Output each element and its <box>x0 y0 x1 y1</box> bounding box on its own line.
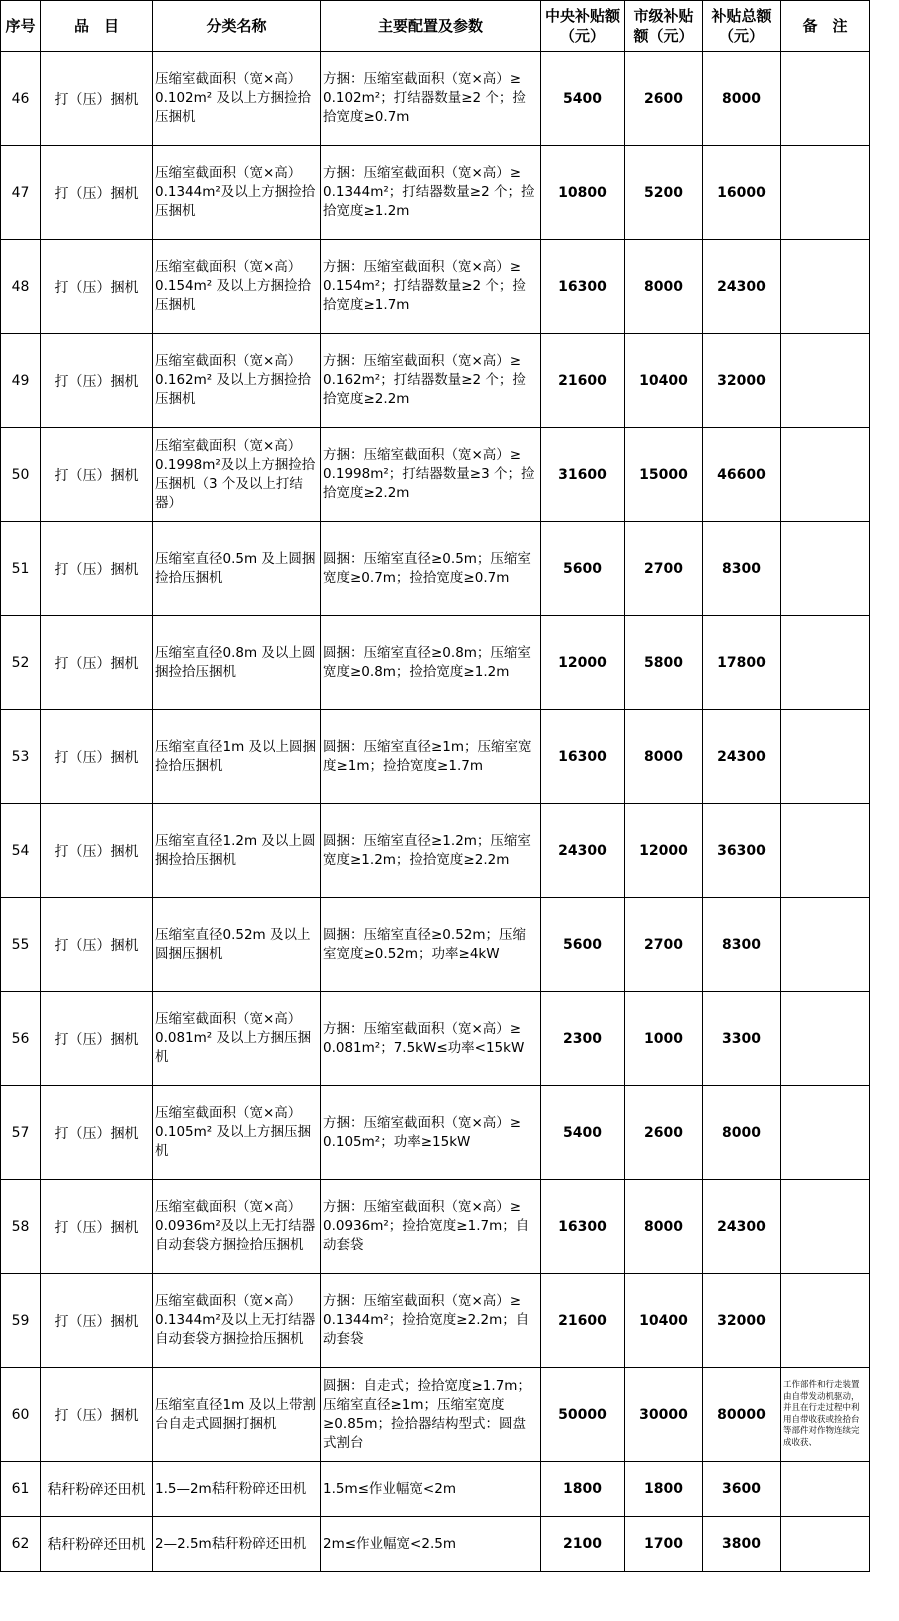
cell-total-subsidy: 46600 <box>703 428 781 522</box>
cell-total-subsidy: 8300 <box>703 898 781 992</box>
cell-note <box>781 804 870 898</box>
table-row <box>1 1462 870 1517</box>
table-row <box>1 898 870 992</box>
header-row <box>1 1 870 52</box>
cell-category: 压缩室截面积（宽×高）0.162m² 及以上方捆捡拾压捆机 <box>153 334 321 428</box>
table-row <box>1 616 870 710</box>
cell-total-subsidy: 8300 <box>703 522 781 616</box>
cell-total-subsidy: 17800 <box>703 616 781 710</box>
cell-central-subsidy: 16300 <box>541 710 625 804</box>
cell-seq: 56 <box>1 992 41 1086</box>
cell-item: 打（压）捆机 <box>41 1274 153 1368</box>
cell-category: 压缩室截面积（宽×高）0.1998m²及以上方捆捡拾压捆机（3 个及以上打结器） <box>153 428 321 522</box>
cell-item: 打（压）捆机 <box>41 52 153 146</box>
cell-note <box>781 710 870 804</box>
header-total-subsidy: 补贴总额（元） <box>703 1 781 52</box>
table-row <box>1 240 870 334</box>
cell-central-subsidy: 5600 <box>541 898 625 992</box>
cell-city-subsidy: 8000 <box>625 710 703 804</box>
cell-spec: 2m≤作业幅宽<2.5m <box>321 1517 541 1572</box>
table-row <box>1 1274 870 1368</box>
cell-item: 打（压）捆机 <box>41 898 153 992</box>
cell-seq: 47 <box>1 146 41 240</box>
cell-central-subsidy: 21600 <box>541 1274 625 1368</box>
cell-seq: 58 <box>1 1180 41 1274</box>
cell-item: 打（压）捆机 <box>41 1368 153 1462</box>
cell-total-subsidy: 16000 <box>703 146 781 240</box>
cell-central-subsidy: 16300 <box>541 1180 625 1274</box>
cell-city-subsidy: 15000 <box>625 428 703 522</box>
table-row <box>1 146 870 240</box>
cell-spec: 圆捆：压缩室直径≥0.52m；压缩室宽度≥0.52m；功率≥4kW <box>321 898 541 992</box>
cell-city-subsidy: 2700 <box>625 898 703 992</box>
cell-city-subsidy: 12000 <box>625 804 703 898</box>
cell-spec: 圆捆：压缩室直径≥1.2m；压缩室宽度≥1.2m；捡拾宽度≥2.2m <box>321 804 541 898</box>
cell-category: 2—2.5m秸秆粉碎还田机 <box>153 1517 321 1572</box>
cell-note: 工作部件和行走装置由自带发动机驱动，并且在行走过程中利用自带收获或捡拾台等部件对作物连续完成收获、 <box>781 1368 870 1462</box>
cell-category: 压缩室截面积（宽×高）0.154m² 及以上方捆捡拾压捆机 <box>153 240 321 334</box>
cell-category: 压缩室截面积（宽×高）0.1344m²及以上方捆捡拾压捆机 <box>153 146 321 240</box>
cell-category: 压缩室直径0.52m 及以上圆捆压捆机 <box>153 898 321 992</box>
cell-note <box>781 1086 870 1180</box>
cell-note <box>781 1274 870 1368</box>
cell-category: 压缩室截面积（宽×高）0.105m² 及以上方捆压捆机 <box>153 1086 321 1180</box>
cell-note <box>781 522 870 616</box>
cell-total-subsidy: 8000 <box>703 1086 781 1180</box>
cell-spec: 圆捆：压缩室直径≥0.5m；压缩室宽度≥0.7m；捡拾宽度≥0.7m <box>321 522 541 616</box>
cell-category: 压缩室截面积（宽×高）0.102m² 及以上方捆捡拾压捆机 <box>153 52 321 146</box>
cell-total-subsidy: 36300 <box>703 804 781 898</box>
cell-note <box>781 428 870 522</box>
cell-item: 打（压）捆机 <box>41 710 153 804</box>
cell-total-subsidy: 3300 <box>703 992 781 1086</box>
cell-note <box>781 146 870 240</box>
table-row <box>1 334 870 428</box>
cell-category: 压缩室直径1m 及以上圆捆捡拾压捆机 <box>153 710 321 804</box>
table-row <box>1 804 870 898</box>
cell-seq: 49 <box>1 334 41 428</box>
cell-central-subsidy: 10800 <box>541 146 625 240</box>
cell-note <box>781 616 870 710</box>
cell-city-subsidy: 5200 <box>625 146 703 240</box>
cell-category: 压缩室截面积（宽×高）0.1344m²及以上无打结器自动套袋方捆捡拾压捆机 <box>153 1274 321 1368</box>
cell-item: 打（压）捆机 <box>41 522 153 616</box>
header-central-subsidy: 中央补贴额（元） <box>541 1 625 52</box>
cell-central-subsidy: 31600 <box>541 428 625 522</box>
cell-central-subsidy: 24300 <box>541 804 625 898</box>
cell-spec: 方捆：压缩室截面积（宽×高）≥ 0.154m²；打结器数量≥2 个；捡拾宽度≥1.7m <box>321 240 541 334</box>
cell-seq: 62 <box>1 1517 41 1572</box>
cell-category: 压缩室直径1m 及以上带割台自走式圆捆打捆机 <box>153 1368 321 1462</box>
cell-city-subsidy: 10400 <box>625 334 703 428</box>
cell-seq: 55 <box>1 898 41 992</box>
header-item: 品 目 <box>41 1 153 52</box>
cell-seq: 46 <box>1 52 41 146</box>
cell-note <box>781 334 870 428</box>
cell-total-subsidy: 32000 <box>703 1274 781 1368</box>
cell-item: 打（压）捆机 <box>41 1180 153 1274</box>
cell-city-subsidy: 8000 <box>625 1180 703 1274</box>
cell-city-subsidy: 1800 <box>625 1462 703 1517</box>
cell-note <box>781 1462 870 1517</box>
cell-total-subsidy: 24300 <box>703 710 781 804</box>
cell-category: 压缩室直径1.2m 及以上圆捆捡拾压捆机 <box>153 804 321 898</box>
cell-item: 秸秆粉碎还田机 <box>41 1517 153 1572</box>
cell-central-subsidy: 50000 <box>541 1368 625 1462</box>
table-row <box>1 1086 870 1180</box>
cell-central-subsidy: 1800 <box>541 1462 625 1517</box>
table-row <box>1 52 870 146</box>
cell-item: 打（压）捆机 <box>41 1086 153 1180</box>
cell-item: 打（压）捆机 <box>41 992 153 1086</box>
cell-total-subsidy: 32000 <box>703 334 781 428</box>
cell-spec: 圆捆：压缩室直径≥1m；压缩室宽度≥1m；捡拾宽度≥1.7m <box>321 710 541 804</box>
cell-category: 1.5—2m秸秆粉碎还田机 <box>153 1462 321 1517</box>
cell-total-subsidy: 24300 <box>703 1180 781 1274</box>
cell-spec: 方捆：压缩室截面积（宽×高）≥ 0.1344m²；打结器数量≥2 个；捡拾宽度≥1.2m <box>321 146 541 240</box>
cell-category: 压缩室截面积（宽×高）0.0936m²及以上无打结器自动套袋方捆捡拾压捆机 <box>153 1180 321 1274</box>
cell-city-subsidy: 2600 <box>625 1086 703 1180</box>
cell-category: 压缩室直径0.5m 及上圆捆捡拾压捆机 <box>153 522 321 616</box>
cell-seq: 51 <box>1 522 41 616</box>
cell-city-subsidy: 30000 <box>625 1368 703 1462</box>
cell-total-subsidy: 8000 <box>703 52 781 146</box>
cell-spec: 圆捆：压缩室直径≥0.8m；压缩室宽度≥0.8m；捡拾宽度≥1.2m <box>321 616 541 710</box>
cell-seq: 61 <box>1 1462 41 1517</box>
header-note: 备 注 <box>781 1 870 52</box>
cell-city-subsidy: 10400 <box>625 1274 703 1368</box>
cell-item: 打（压）捆机 <box>41 334 153 428</box>
header-category: 分类名称 <box>153 1 321 52</box>
cell-total-subsidy: 24300 <box>703 240 781 334</box>
cell-note <box>781 992 870 1086</box>
cell-seq: 54 <box>1 804 41 898</box>
cell-spec: 方捆：压缩室截面积（宽×高）≥ 0.102m²；打结器数量≥2 个；捡拾宽度≥0.7m <box>321 52 541 146</box>
cell-spec: 圆捆：自走式；捡拾宽度≥1.7m；压缩室直径≥1m；压缩室宽度≥0.85m；捡拾器结构型式：圆盘式割台 <box>321 1368 541 1462</box>
cell-central-subsidy: 2300 <box>541 992 625 1086</box>
cell-spec: 1.5m≤作业幅宽<2m <box>321 1462 541 1517</box>
table-row <box>1 1517 870 1572</box>
cell-spec: 方捆：压缩室截面积（宽×高）≥ 0.1344m²；捡拾宽度≥2.2m；自动套袋 <box>321 1274 541 1368</box>
table-row <box>1 1180 870 1274</box>
cell-central-subsidy: 5400 <box>541 1086 625 1180</box>
table-row <box>1 992 870 1086</box>
cell-seq: 60 <box>1 1368 41 1462</box>
cell-city-subsidy: 2700 <box>625 522 703 616</box>
cell-seq: 59 <box>1 1274 41 1368</box>
cell-category: 压缩室截面积（宽×高）0.081m² 及以上方捆压捆机 <box>153 992 321 1086</box>
cell-note <box>781 52 870 146</box>
header-seq: 序号 <box>1 1 41 52</box>
cell-spec: 方捆：压缩室截面积（宽×高）≥ 0.1998m²；打结器数量≥3 个；捡拾宽度≥2.2m <box>321 428 541 522</box>
cell-central-subsidy: 12000 <box>541 616 625 710</box>
cell-city-subsidy: 2600 <box>625 52 703 146</box>
cell-central-subsidy: 5600 <box>541 522 625 616</box>
header-spec: 主要配置及参数 <box>321 1 541 52</box>
cell-spec: 方捆：压缩室截面积（宽×高）≥ 0.081m²；7.5kW≤功率<15kW <box>321 992 541 1086</box>
table-row <box>1 428 870 522</box>
cell-city-subsidy: 5800 <box>625 616 703 710</box>
cell-note <box>781 1180 870 1274</box>
cell-total-subsidy: 80000 <box>703 1368 781 1462</box>
cell-seq: 52 <box>1 616 41 710</box>
cell-item: 打（压）捆机 <box>41 240 153 334</box>
table-row <box>1 710 870 804</box>
table-body <box>1 52 870 1572</box>
cell-total-subsidy: 3600 <box>703 1462 781 1517</box>
cell-city-subsidy: 8000 <box>625 240 703 334</box>
cell-spec: 方捆：压缩室截面积（宽×高）≥ 0.0936m²；捡拾宽度≥1.7m；自动套袋 <box>321 1180 541 1274</box>
cell-item: 打（压）捆机 <box>41 146 153 240</box>
cell-central-subsidy: 21600 <box>541 334 625 428</box>
cell-central-subsidy: 5400 <box>541 52 625 146</box>
cell-seq: 57 <box>1 1086 41 1180</box>
cell-note <box>781 240 870 334</box>
table-row <box>1 1368 870 1462</box>
cell-item: 打（压）捆机 <box>41 616 153 710</box>
cell-spec: 方捆：压缩室截面积（宽×高）≥ 0.162m²；打结器数量≥2 个；捡拾宽度≥2.2m <box>321 334 541 428</box>
cell-item: 打（压）捆机 <box>41 804 153 898</box>
cell-central-subsidy: 16300 <box>541 240 625 334</box>
cell-note <box>781 898 870 992</box>
cell-seq: 50 <box>1 428 41 522</box>
table-row <box>1 522 870 616</box>
cell-item: 秸秆粉碎还田机 <box>41 1462 153 1517</box>
cell-total-subsidy: 3800 <box>703 1517 781 1572</box>
cell-spec: 方捆：压缩室截面积（宽×高）≥ 0.105m²；功率≥15kW <box>321 1086 541 1180</box>
cell-category: 压缩室直径0.8m 及以上圆捆捡拾压捆机 <box>153 616 321 710</box>
cell-city-subsidy: 1700 <box>625 1517 703 1572</box>
cell-seq: 48 <box>1 240 41 334</box>
cell-central-subsidy: 2100 <box>541 1517 625 1572</box>
cell-seq: 53 <box>1 710 41 804</box>
header-city-subsidy: 市级补贴额（元） <box>625 1 703 52</box>
cell-item: 打（压）捆机 <box>41 428 153 522</box>
cell-note <box>781 1517 870 1572</box>
cell-city-subsidy: 1000 <box>625 992 703 1086</box>
